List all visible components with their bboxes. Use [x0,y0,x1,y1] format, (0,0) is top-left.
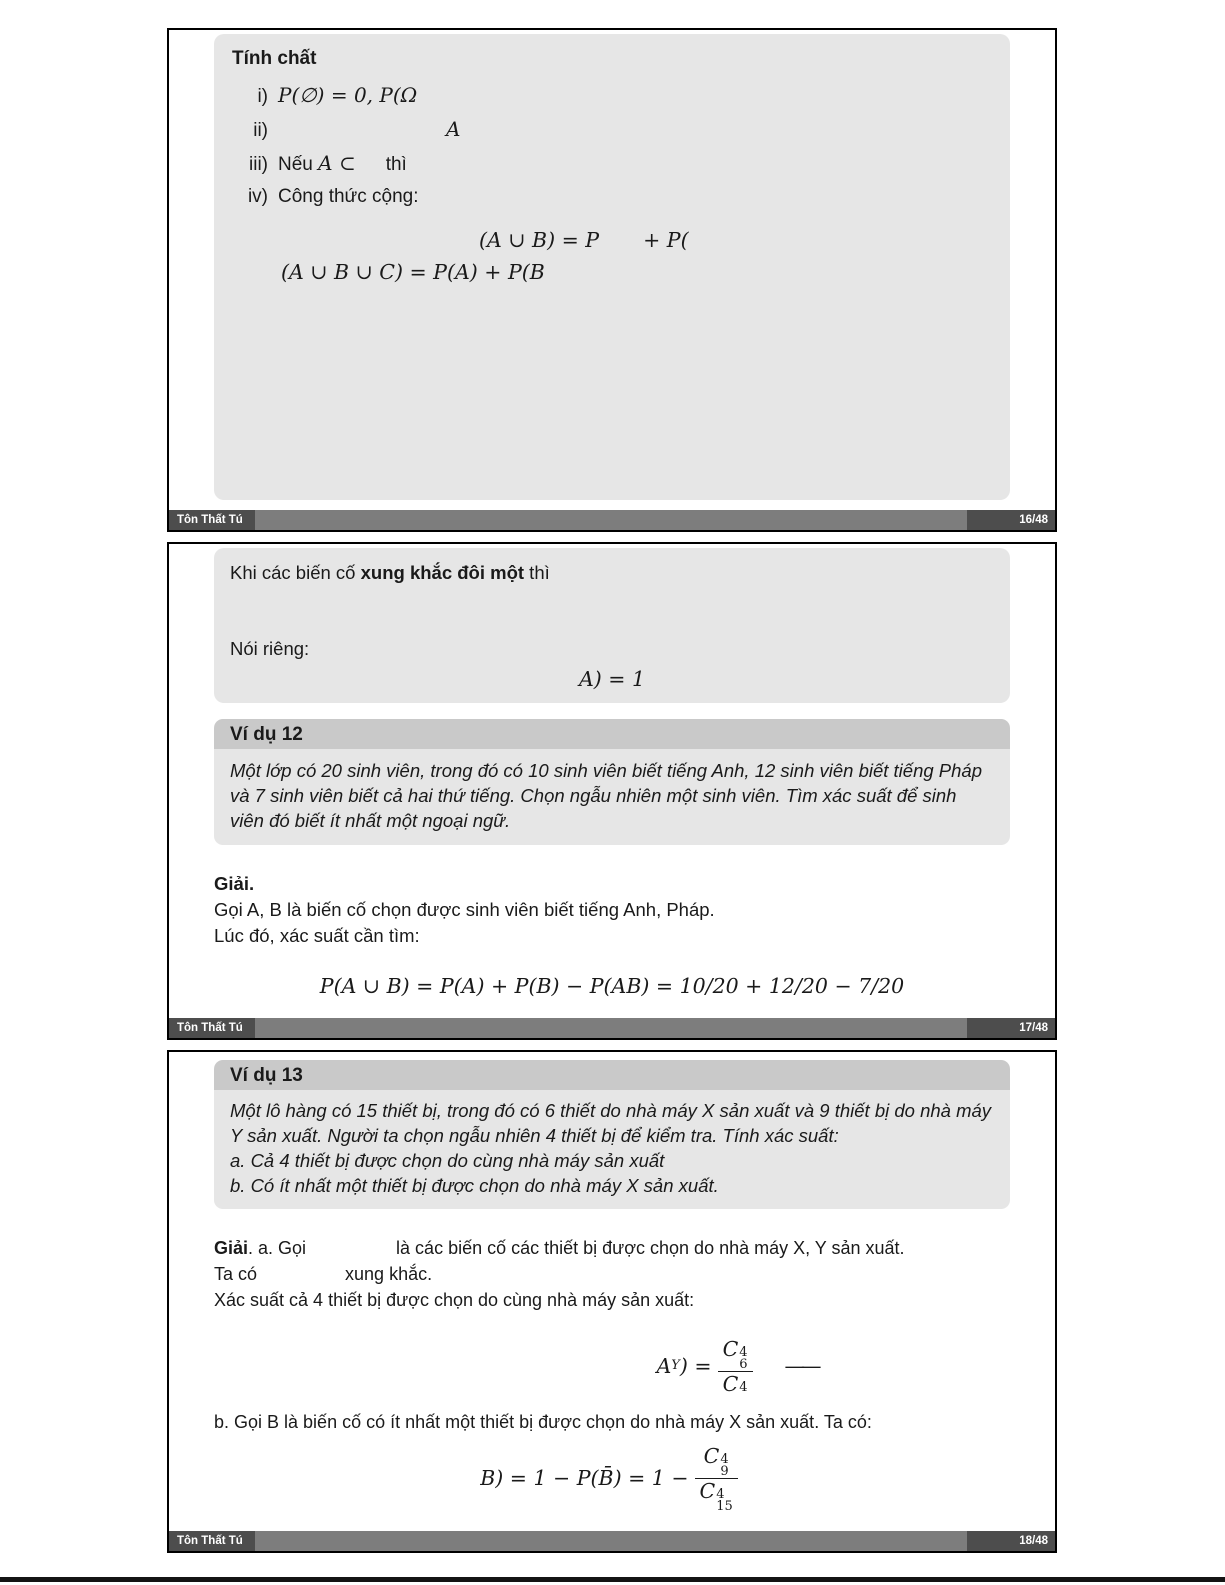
item-text-pre: Nếu [278,154,313,175]
item-math: A [446,117,461,141]
example-12-title: Ví dụ 12 [214,719,1010,749]
denominator-supsub [716,1486,733,1514]
noi-rieng-label: Nói riêng: [230,638,310,659]
footer-page-number: 16/48 [967,510,1055,530]
item-math: A ⊂ [318,151,356,175]
block-title: Tính chất [232,48,317,69]
footer-bar [255,1531,967,1551]
item-label: i) [257,86,268,107]
trailing-rule: —— [784,1354,818,1378]
formula-part-a [214,1337,1010,1395]
denominator-base: C [699,1478,716,1503]
solution-line2-pre: Ta có [214,1264,258,1284]
example-13-block [214,1060,1010,1209]
formula-part-b [214,1443,1010,1514]
slide-deck [167,28,1057,1563]
property-item-iv [232,186,992,208]
item-label: ii) [253,120,268,141]
lead-bold: xung khắc đôi một [360,562,525,583]
solution-13 [214,1235,1010,1514]
solution-line-4: b. Gọi B là biến cố có ít nhất một thiết bị được chọn do nhà máy X sản xuất. Ta có: [214,1412,872,1432]
slide-18 [167,1050,1057,1553]
numerator-sub: 9 [720,1463,729,1479]
denominator-supsub [739,1379,748,1395]
footer-page-number: 17/48 [967,1018,1055,1038]
solution-line-2: Lúc đó, xác suất cần tìm: [214,925,420,946]
item-label: iv) [247,186,268,207]
slide-17-content [169,548,1055,999]
fraction-numerator [718,1337,753,1371]
footer-page-number: 18/48 [967,1531,1055,1551]
solution-line-3: Xác suất cả 4 thiết bị được chọn do cùng nhà máy sản xuất: [214,1290,695,1310]
union-formula-line1 [479,228,992,252]
lead-post: thì [524,562,550,583]
property-item-iii [232,152,992,176]
item-text-post: thì [385,154,407,175]
formula-left: (A ∪ B) = P [479,228,600,252]
addition-rule-formula: P(A ∪ B) = P(A) + P(B) − P(AB) = 10/20 + 12/20 − 7/20 [319,974,905,998]
solution-heading: Giải. [214,873,255,894]
formula-eq: ) = [679,1354,712,1378]
item-text: Công thức cộng: [278,186,419,207]
example-13-item-a: a. Cả 4 thiết bị được chọn do cùng nhà máy sản xuất [230,1150,665,1171]
numerator-base: C [722,1336,739,1361]
denominator-sup: 4 [739,1379,748,1395]
certain-event-formula: A) = 1 [578,667,646,691]
example-13-intro: Một lô hàng có 15 thiết bị, trong đó có 6 thiết do nhà máy X sản xuất và 9 thiết bị do nhà máy Y sản xuất. Người ta chọn ngẫu nhiên 4 thiết bị để kiểm tra. Tính xác suất: [230,1100,992,1146]
item-math: P(∅) = 0, P(Ω [278,83,418,107]
property-item-i [232,84,992,108]
solution-line1-post: là các biến cố các thiết bị được chọn do nhà máy X, Y sản xuất. [396,1238,905,1258]
solution-line-1 [214,1235,1010,1261]
slide-footer [169,1018,1055,1038]
footer-bar [255,510,967,530]
formula-lead: B) = 1 − P(B̄) = 1 − [480,1466,689,1490]
fraction-c9-c15 [695,1444,738,1513]
numerator-supsub [720,1451,729,1479]
footer-bar [255,1018,967,1038]
slide-16-content [169,34,1055,500]
example-12-block [214,719,1010,845]
page-bottom-rule [0,1577,1225,1582]
fraction-denominator [695,1478,738,1513]
numerator-sup: 4 [739,1344,748,1360]
formula-right: + P( [643,228,689,252]
solution-line-2 [214,1261,1010,1287]
solution-heading: Giải [214,1238,249,1258]
formula-var-sub: Y [671,1358,680,1373]
example-13-title: Ví dụ 13 [214,1060,1010,1090]
numerator-sup: 4 [720,1451,729,1467]
numerator-sub: 6 [739,1356,748,1372]
solution-line1-pre: . a. Gọi [248,1238,307,1258]
solution-line-1: Gọi A, B là biến cố chọn được sinh viên biết tiếng Anh, Pháp. [214,899,715,920]
fraction-c6-c [718,1337,753,1396]
fraction-denominator [718,1371,753,1396]
solution-line2-post: xung khắc. [345,1264,433,1284]
footer-author: Tôn Thất Tú [169,510,255,530]
footer-author: Tôn Thất Tú [169,1531,255,1551]
union-formula-line2: (A ∪ B ∪ C) = P(A) + P(B [281,260,545,284]
slide-17 [167,542,1057,1040]
example-13-body [214,1090,1010,1209]
slide-footer [169,1531,1055,1551]
property-item-ii [232,118,992,142]
item-label: iii) [249,154,268,175]
slide-18-content [169,1060,1055,1514]
solution-12 [214,871,1010,999]
lead-pre: Khi các biến cố [230,562,361,583]
fraction-numerator [699,1444,734,1478]
slide-16 [167,28,1057,532]
example-13-item-b: b. Có ít nhất một thiết bị được chọn do nhà máy X sản xuất. [230,1175,719,1196]
denominator-base: C [722,1371,739,1396]
lead-sentence [230,562,994,584]
denominator-sub: 15 [716,1498,733,1514]
slide-footer [169,510,1055,530]
pairwise-exclusive-box [214,548,1010,703]
numerator-supsub [739,1344,748,1372]
denominator-sup: 4 [716,1486,725,1502]
numerator-base: C [703,1443,720,1468]
properties-block [214,34,1010,500]
footer-author: Tôn Thất Tú [169,1018,255,1038]
formula-var: A [656,1354,672,1378]
example-12-body: Một lớp có 20 sinh viên, trong đó có 10 sinh viên biết tiếng Anh, 12 sinh viên biết tiếng Pháp và 7 sinh viên biết cả hai thứ tiếng. Chọn ngẫu nhiên một sinh viên. Tìm xác suất để sinh viên đó biết ít nhất một ngoại ngữ. [214,749,1010,845]
